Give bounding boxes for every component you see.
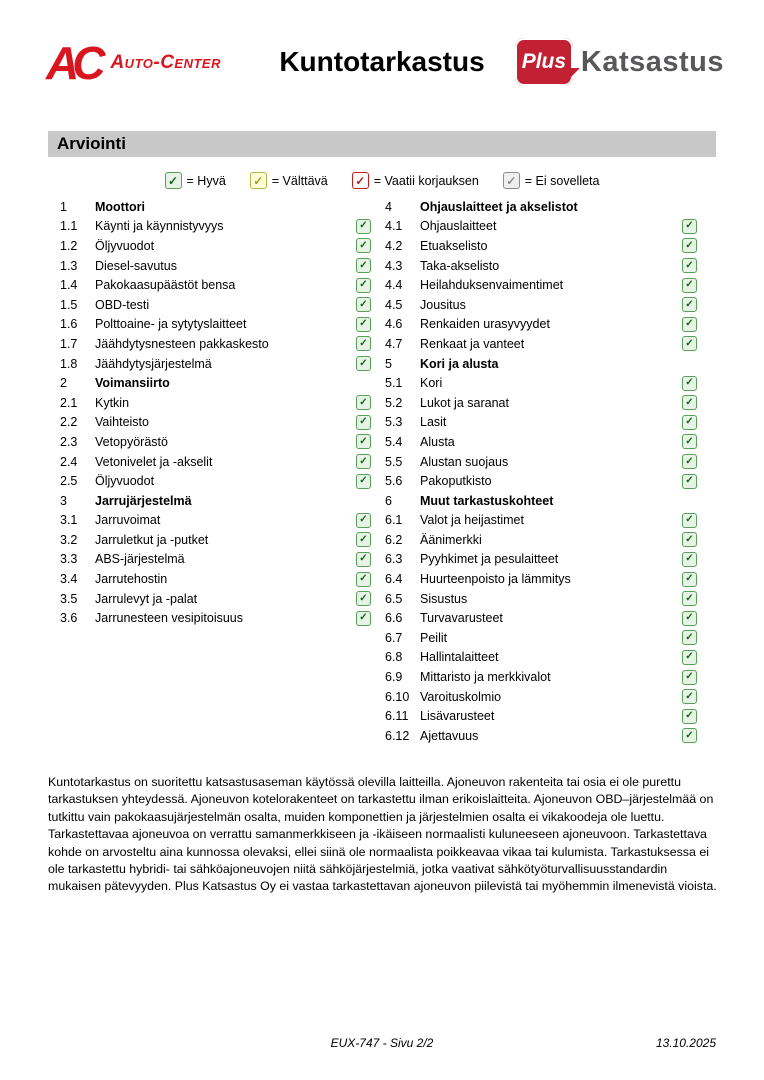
- item-label: Etuakselisto: [420, 238, 488, 253]
- status-checkbox-good: [356, 258, 371, 273]
- checklist-row: [385, 295, 697, 315]
- item-label: Lisävarusteet: [420, 709, 495, 724]
- check-icon: ✓: [359, 435, 368, 447]
- item-label: Varoituskolmio: [420, 689, 502, 704]
- check-icon: ✓: [685, 259, 694, 271]
- status-checkbox-good: [682, 454, 697, 469]
- legend-item-fair: [250, 172, 328, 189]
- check-icon: ✓: [359, 396, 368, 408]
- checklist-row: [385, 334, 697, 354]
- status-checkbox-good: [356, 572, 371, 587]
- item-number: 6: [385, 493, 392, 508]
- checklist-section-header: [60, 197, 371, 217]
- check-icon: ✓: [506, 173, 517, 188]
- checklist-row: [60, 452, 371, 472]
- checklist-row: [385, 315, 697, 335]
- status-checkbox-good: [356, 513, 371, 528]
- checklist-row: [60, 589, 371, 609]
- report-date: 13.10.2025: [655, 1036, 716, 1050]
- checklist-row: [60, 432, 371, 452]
- item-number: 3: [60, 493, 67, 508]
- section-title: Moottori: [95, 199, 145, 214]
- check-icon: ✓: [685, 651, 694, 663]
- status-checkbox-good: [682, 317, 697, 332]
- status-checkbox-good: [165, 172, 182, 189]
- status-checkbox-good: [356, 611, 371, 626]
- checklist-row: [385, 667, 697, 687]
- item-label: Kytkin: [95, 395, 130, 410]
- item-number: 5.4: [385, 434, 403, 449]
- check-icon: ✓: [359, 514, 368, 526]
- status-checkbox-good: [682, 650, 697, 665]
- item-label: Valot ja heijastimet: [420, 513, 524, 528]
- legend-label: = Hyvä: [186, 173, 226, 188]
- check-icon: ✓: [685, 533, 694, 545]
- item-label: Alusta: [420, 434, 455, 449]
- checklist-section-header: [60, 373, 371, 393]
- item-label: Lasit: [420, 415, 447, 430]
- legend-label: = Ei sovelleta: [524, 173, 600, 188]
- check-icon: ✓: [685, 592, 694, 604]
- checklist-row: [60, 471, 371, 491]
- item-label: Vaihteisto: [95, 415, 149, 430]
- checklist-row: [60, 217, 371, 237]
- status-checkbox-good: [682, 532, 697, 547]
- item-label: Polttoaine- ja sytytyslaitteet: [95, 317, 247, 332]
- status-checkbox-good: [356, 356, 371, 371]
- check-icon: ✓: [685, 239, 694, 251]
- status-checkbox-good: [682, 474, 697, 489]
- check-icon: ✓: [685, 690, 694, 702]
- check-icon: ✓: [359, 357, 368, 369]
- checklist-row: [385, 687, 697, 707]
- checklist-section-header: [385, 354, 697, 374]
- status-checkbox-good: [356, 591, 371, 606]
- item-number: 5.3: [385, 415, 403, 430]
- item-number: 4.6: [385, 317, 403, 332]
- item-label: Öljyvuodot: [95, 474, 155, 489]
- item-number: 5.1: [385, 376, 403, 391]
- item-label: Huurteenpoisto ja lämmitys: [420, 572, 571, 587]
- legend-label: = Vaatii korjauksen: [373, 173, 479, 188]
- check-icon: ✓: [685, 573, 694, 585]
- check-icon: ✓: [359, 592, 368, 604]
- check-icon: ✓: [359, 220, 368, 232]
- checklist-row: [385, 432, 697, 452]
- check-icon: ✓: [685, 475, 694, 487]
- checklist-row: [385, 413, 697, 433]
- item-label: Jarruletkut ja -putket: [95, 532, 209, 547]
- item-number: 6.8: [385, 650, 403, 665]
- item-number: 2.2: [60, 415, 78, 430]
- check-icon: ✓: [685, 220, 694, 232]
- checklist: [60, 197, 764, 746]
- checklist-row: [385, 706, 697, 726]
- item-label: Jarrulevyt ja -palat: [95, 591, 198, 606]
- item-number: 2.1: [60, 395, 78, 410]
- item-label: Jousitus: [420, 297, 466, 312]
- item-label: Taka-akselisto: [420, 258, 500, 273]
- checklist-row: [60, 511, 371, 531]
- disclaimer-text: Kuntotarkastus on suoritettu katsastusaseman käytössä olevilla laitteilla. Ajoneuvon rakenteita tai osia ei ole purettu tarkastuksen yhteydessä. Ajoneuvon kotelorakenteet on tarkastettu ilman erikoislaitteita. Ajoneuvon OBD–järjestelmää on tutkittu vain pakokaasujärjestelmän osalta, muiden komponettien ja järjestelmien osalta ei vikakoodeja ole luettu. Tarkastettavaa ajoneuvoa on verrattu samanmerkkiseen ja -ikäiseen normaalisti kuluneeseen ajoneuvoon. Tarkastettava kohde on arvosteltu aina kunnossa olevaksi, ellei siinä ole normaalista poikkeavaa vikaa tai kulumista. Tarkastuksessa ei ole tarkastettu hybridi- tai sähköajoneuvojen niitä sähköjärjestelmiä, jotka vaativat sähkötyöturvallisuusstandardin mukaisen pätevyyden. Plus Katsastus Oy ei vastaa tarkastettavan ajoneuvon piilevistä tai myöhemmin ilmenevistä vioista.: [48, 775, 717, 894]
- checklist-row: [60, 334, 371, 354]
- checklist-row: [385, 373, 697, 393]
- check-icon: ✓: [359, 259, 368, 271]
- check-icon: ✓: [685, 631, 694, 643]
- item-number: 3.2: [60, 532, 78, 547]
- checklist-row: [60, 413, 371, 433]
- checklist-row: [385, 393, 697, 413]
- item-number: 1.1: [60, 219, 78, 234]
- section-title: Muut tarkastuskohteet: [420, 493, 554, 508]
- status-checkbox-good: [356, 532, 371, 547]
- status-checkbox-good: [356, 278, 371, 293]
- checklist-row: [385, 550, 697, 570]
- item-number: 1.3: [60, 258, 78, 273]
- status-checkbox-good: [682, 689, 697, 704]
- item-label: Öljyvuodot: [95, 238, 155, 253]
- item-label: Jäähdytysjärjestelmä: [95, 356, 212, 371]
- item-number: 6.11: [385, 709, 409, 724]
- check-icon: ✓: [359, 416, 368, 428]
- checklist-column-left: [60, 197, 371, 628]
- check-icon: ✓: [359, 475, 368, 487]
- check-icon: ✓: [359, 279, 368, 291]
- check-icon: ✓: [685, 729, 694, 741]
- status-checkbox-good: [356, 415, 371, 430]
- check-icon: ✓: [359, 533, 368, 545]
- status-checkbox-good: [356, 552, 371, 567]
- status-checkbox-good: [682, 395, 697, 410]
- checklist-section-header: [385, 197, 697, 217]
- status-checkbox-good: [682, 336, 697, 351]
- item-number: 6.1: [385, 513, 403, 528]
- check-icon: ✓: [685, 337, 694, 349]
- section-title: Ohjauslaitteet ja akselistot: [420, 199, 578, 214]
- status-checkbox-good: [682, 278, 697, 293]
- item-number: 4.5: [385, 297, 403, 312]
- item-number: 6.5: [385, 591, 403, 606]
- check-icon: ✓: [253, 173, 264, 188]
- item-label: Käynti ja käynnistyvyys: [95, 219, 224, 234]
- auto-center-wordmark: Auto-Center: [110, 52, 221, 73]
- item-number: 6.12: [385, 728, 410, 743]
- check-icon: ✓: [167, 173, 179, 188]
- checklist-row: [60, 275, 371, 295]
- status-checkbox-good: [356, 454, 371, 469]
- check-icon: ✓: [685, 455, 694, 467]
- status-checkbox-good: [356, 474, 371, 489]
- status-checkbox-good: [682, 611, 697, 626]
- check-icon: ✓: [685, 435, 694, 447]
- item-number: 6.3: [385, 552, 403, 567]
- checklist-row: [385, 217, 697, 237]
- item-number: 4.3: [385, 258, 403, 273]
- status-checkbox-good: [682, 591, 697, 606]
- item-label: Äänimerkki: [420, 532, 482, 547]
- status-checkbox-good: [682, 552, 697, 567]
- status-checkbox-good: [356, 336, 371, 351]
- item-label: Vetopyörästö: [95, 434, 168, 449]
- status-checkbox-good: [682, 415, 697, 430]
- status-checkbox-good: [682, 572, 697, 587]
- item-number: 6.2: [385, 532, 403, 547]
- checklist-row: [60, 295, 371, 315]
- item-number: 2.5: [60, 474, 78, 489]
- check-icon: ✓: [685, 279, 694, 291]
- legend-label: = Välttävä: [271, 173, 328, 188]
- checklist-row: [385, 726, 697, 746]
- checklist-row: [385, 452, 697, 472]
- status-checkbox-good: [682, 728, 697, 743]
- item-label: Kori: [420, 376, 443, 391]
- check-icon: ✓: [685, 396, 694, 408]
- checklist-row: [385, 236, 697, 256]
- item-label: Lukot ja saranat: [420, 395, 509, 410]
- item-number: 4.1: [385, 219, 403, 234]
- item-number: 2.3: [60, 434, 78, 449]
- status-checkbox-good: [682, 238, 697, 253]
- checklist-row: [60, 550, 371, 570]
- status-checkbox-good: [356, 297, 371, 312]
- item-number: 1.8: [60, 356, 78, 371]
- item-label: Alustan suojaus: [420, 454, 509, 469]
- item-label: Pakoputkisto: [420, 474, 492, 489]
- legend-item-good: [165, 172, 226, 189]
- katsastus-wordmark: Katsastus: [580, 45, 724, 78]
- item-label: Renkaat ja vanteet: [420, 336, 525, 351]
- item-number: 3.6: [60, 611, 78, 626]
- item-number: 3.5: [60, 591, 78, 606]
- item-number: 5: [385, 356, 392, 371]
- check-icon: ✓: [685, 377, 694, 389]
- item-label: Renkaiden urasyvyydet: [420, 317, 550, 332]
- checklist-row: [60, 530, 371, 550]
- item-label: Jäähdytysnesteen pakkaskesto: [95, 336, 269, 351]
- item-number: 1.6: [60, 317, 78, 332]
- item-label: Mittaristo ja merkkivalot: [420, 670, 551, 685]
- plus-katsastus-logo: [515, 38, 724, 86]
- item-number: 4.7: [385, 336, 403, 351]
- item-number: 5.2: [385, 395, 403, 410]
- item-number: 6.10: [385, 689, 410, 704]
- item-label: Jarrutehostin: [95, 572, 168, 587]
- checklist-column-right: [385, 197, 697, 746]
- plus-badge-icon: Plus: [515, 38, 573, 86]
- status-checkbox-good: [356, 238, 371, 253]
- item-number: 6.4: [385, 572, 403, 587]
- item-label: Pakokaasupäästöt bensa: [95, 278, 236, 293]
- checklist-section-header: [60, 491, 371, 511]
- auto-center-monogram-icon: AC: [46, 37, 99, 89]
- item-number: 1.4: [60, 278, 78, 293]
- check-icon: ✓: [359, 455, 368, 467]
- item-number: 4: [385, 199, 392, 214]
- item-number: 5.6: [385, 474, 403, 489]
- check-icon: ✓: [359, 239, 368, 251]
- checklist-row: [60, 315, 371, 335]
- item-number: 1.5: [60, 297, 78, 312]
- checklist-row: [385, 471, 697, 491]
- item-label: Diesel-savutus: [95, 258, 177, 273]
- item-number: 4.4: [385, 278, 403, 293]
- checklist-row: [385, 275, 697, 295]
- checklist-section-header: [385, 491, 697, 511]
- status-checkbox-good: [682, 630, 697, 645]
- status-checkbox-na: [503, 172, 520, 189]
- checklist-row: [385, 628, 697, 648]
- status-legend: [0, 172, 764, 189]
- status-checkbox-fair: [250, 172, 267, 189]
- checklist-row: [60, 236, 371, 256]
- check-icon: ✓: [685, 298, 694, 310]
- checklist-row: [385, 569, 697, 589]
- check-icon: ✓: [355, 173, 366, 188]
- item-label: Peilit: [420, 630, 448, 645]
- check-icon: ✓: [359, 612, 368, 624]
- check-icon: ✓: [685, 416, 694, 428]
- check-icon: ✓: [685, 514, 694, 526]
- status-checkbox-good: [356, 219, 371, 234]
- checklist-row: [385, 648, 697, 668]
- item-number: 2.4: [60, 454, 78, 469]
- item-label: Jarrunesteen vesipitoisuus: [95, 611, 243, 626]
- status-checkbox-good: [682, 513, 697, 528]
- item-number: 2: [60, 376, 67, 391]
- status-checkbox-good: [682, 376, 697, 391]
- status-checkbox-good: [682, 258, 697, 273]
- checklist-row: [385, 530, 697, 550]
- checklist-row: [60, 354, 371, 374]
- item-number: 6.9: [385, 670, 403, 685]
- page-title: Kuntotarkastus: [279, 46, 485, 77]
- checklist-row: [385, 256, 697, 276]
- check-icon: ✓: [359, 337, 368, 349]
- checklist-row: [60, 393, 371, 413]
- checklist-row: [60, 608, 371, 628]
- item-number: 5.5: [385, 454, 403, 469]
- item-number: 6.6: [385, 611, 403, 626]
- item-number: 1: [60, 199, 67, 214]
- item-label: Vetonivelet ja -akselit: [95, 454, 213, 469]
- check-icon: ✓: [359, 553, 368, 565]
- item-label: Heilahduksenvaimentimet: [420, 278, 564, 293]
- item-label: Hallintalaitteet: [420, 650, 499, 665]
- status-checkbox-good: [682, 297, 697, 312]
- item-number: 3.3: [60, 552, 78, 567]
- check-icon: ✓: [359, 318, 368, 330]
- section-title: Kori ja alusta: [420, 356, 499, 371]
- status-checkbox-good: [682, 709, 697, 724]
- status-checkbox-good: [682, 434, 697, 449]
- item-number: 3.4: [60, 572, 78, 587]
- status-checkbox-good: [682, 219, 697, 234]
- item-label: Sisustus: [420, 591, 468, 606]
- item-number: 1.2: [60, 238, 78, 253]
- legend-item-repair: [352, 172, 479, 189]
- item-label: Pyyhkimet ja pesulaitteet: [420, 552, 559, 567]
- checklist-row: [60, 256, 371, 276]
- check-icon: ✓: [359, 298, 368, 310]
- checklist-row: [385, 589, 697, 609]
- check-icon: ✓: [685, 553, 694, 565]
- check-icon: ✓: [359, 573, 368, 585]
- section-title: Jarrujärjestelmä: [95, 493, 192, 508]
- report-header: [0, 0, 764, 131]
- status-checkbox-good: [682, 670, 697, 685]
- legend-item-na: [503, 172, 600, 189]
- status-checkbox-good: [356, 434, 371, 449]
- status-checkbox-repair: [352, 172, 369, 189]
- item-label: Ajettavuus: [420, 728, 479, 743]
- item-number: 1.7: [60, 336, 78, 351]
- item-number: 3.1: [60, 513, 78, 528]
- status-checkbox-good: [356, 395, 371, 410]
- check-icon: ✓: [685, 612, 694, 624]
- section-title: Voimansiirto: [95, 376, 170, 391]
- checklist-row: [60, 569, 371, 589]
- item-label: ABS-järjestelmä: [95, 552, 185, 567]
- checklist-row: [385, 511, 697, 531]
- check-icon: ✓: [685, 710, 694, 722]
- status-checkbox-good: [356, 317, 371, 332]
- item-number: 6.7: [385, 630, 403, 645]
- check-icon: ✓: [685, 671, 694, 683]
- check-icon: ✓: [685, 318, 694, 330]
- section-header-arviointi: Arviointi: [48, 131, 716, 157]
- item-number: 4.2: [385, 238, 403, 253]
- item-label: Turvavarusteet: [420, 611, 503, 626]
- item-label: Ohjauslaitteet: [420, 219, 497, 234]
- item-label: Jarruvoimat: [95, 513, 161, 528]
- checklist-row: [385, 608, 697, 628]
- item-label: OBD-testi: [95, 297, 150, 312]
- registration-and-page-number: EUX-747 - Sivu 2/2: [330, 1036, 434, 1050]
